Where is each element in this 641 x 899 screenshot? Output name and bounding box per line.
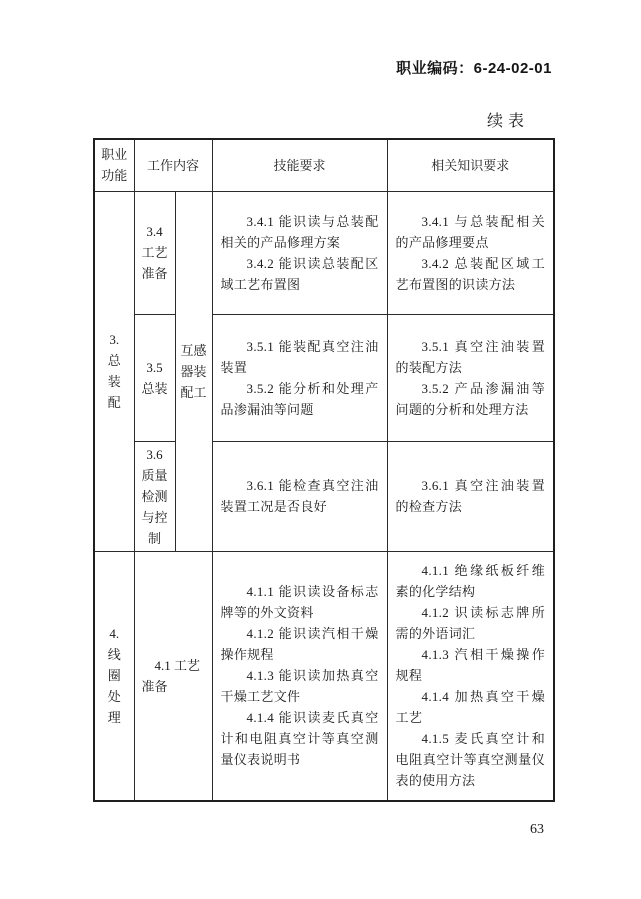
skill-item: 3.6.1 能检查真空注油装置工况是否良好 — [220, 478, 379, 514]
work-name: 质量检测与控制 — [141, 467, 168, 546]
work-number: 3.6 — [146, 446, 163, 462]
table-row — [94, 551, 554, 801]
work-cell-3-5 — [134, 314, 175, 441]
occupational-standard-table — [93, 138, 555, 802]
knowledge-cell-3-4 — [387, 191, 554, 314]
job-code-label: 职业编码：6-24-02-01 — [396, 60, 552, 77]
skill-item: 4.1.4 能识读麦氏真空计和电阻真空计等真空测量仪表说明书 — [220, 710, 379, 768]
work-label: 4.1 工艺准备 — [141, 657, 201, 694]
header-skill-requirements: 技能要求 — [212, 139, 387, 191]
header-job-function — [94, 139, 134, 191]
knowledge-item: 4.1.1 绝缘纸板纤维素的化学结构 — [395, 563, 546, 600]
skill-item: 3.5.2 能分析和处理产品渗漏油等问题 — [220, 380, 379, 417]
knowledge-item: 3.5.1 真空注油装置的装配方法 — [395, 338, 546, 375]
table-row — [94, 314, 554, 441]
function-number: 4. — [109, 626, 120, 642]
work-number: 3.5 — [146, 359, 163, 375]
table-row — [94, 191, 554, 314]
knowledge-item: 4.1.3 汽相干燥操作规程 — [395, 647, 546, 684]
knowledge-item: 3.4.1 与总装配相关的产品修理要点 — [395, 213, 546, 250]
function-cell-3 — [94, 191, 134, 551]
work-name: 工艺准备 — [141, 245, 168, 281]
skill-item: 3.4.1 能识读与总装配相关的产品修理方案 — [220, 213, 379, 250]
skills-cell-3-6 — [212, 441, 387, 551]
knowledge-item: 3.5.2 产品渗漏油等问题的分析和处理方法 — [395, 380, 546, 417]
skill-item: 3.4.2 能识读总装配区域工艺布置图 — [220, 255, 379, 292]
function-cell-4 — [94, 551, 134, 801]
function-name: 总装配 — [107, 353, 121, 410]
work-cell-4-1 — [134, 551, 212, 801]
occupation-cell — [175, 191, 212, 551]
knowledge-item: 4.1.2 识读标志牌所需的外语词汇 — [395, 605, 546, 642]
skill-item: 4.1.3 能识读加热真空干燥工艺文件 — [220, 668, 379, 705]
table-header-row — [94, 139, 554, 191]
work-cell-3-6 — [134, 441, 175, 551]
knowledge-cell-3-5 — [387, 314, 554, 441]
work-number: 3.4 — [146, 224, 163, 239]
occupation-name: 互感器装配工 — [180, 342, 207, 400]
header-knowledge-requirements: 相关知识要求 — [387, 139, 554, 191]
function-number: 3. — [109, 332, 120, 347]
continued-table-label: 续表 — [486, 113, 529, 130]
skills-cell-3-5 — [212, 314, 387, 441]
work-name: 总装 — [141, 380, 168, 396]
knowledge-cell-3-6 — [387, 441, 554, 551]
skills-cell-4-1 — [212, 551, 387, 801]
skill-item: 4.1.1 能识读设备标志牌等的外文资料 — [220, 584, 379, 621]
skill-item: 4.1.2 能识读汽相干燥操作规程 — [220, 626, 379, 663]
page-number: 63 — [530, 822, 544, 837]
header-job-function-label: 职业功能 — [101, 147, 128, 184]
function-name: 线圈处理 — [107, 647, 121, 726]
knowledge-item: 3.4.2 总装配区域工艺布置图的识读方法 — [395, 255, 546, 292]
knowledge-cell-4-1 — [387, 551, 554, 801]
table-row — [94, 441, 554, 551]
knowledge-item: 4.1.5 麦氏真空计和电阻真空计等真空测量仪表的使用方法 — [395, 731, 546, 789]
knowledge-item: 4.1.4 加热真空干燥工艺 — [395, 689, 546, 726]
header-work-content: 工作内容 — [134, 139, 212, 191]
skill-item: 3.5.1 能装配真空注油装置 — [220, 338, 379, 375]
skills-cell-3-4 — [212, 191, 387, 314]
knowledge-item: 3.6.1 真空注油装置的检查方法 — [395, 478, 546, 514]
work-cell-3-4 — [134, 191, 175, 314]
